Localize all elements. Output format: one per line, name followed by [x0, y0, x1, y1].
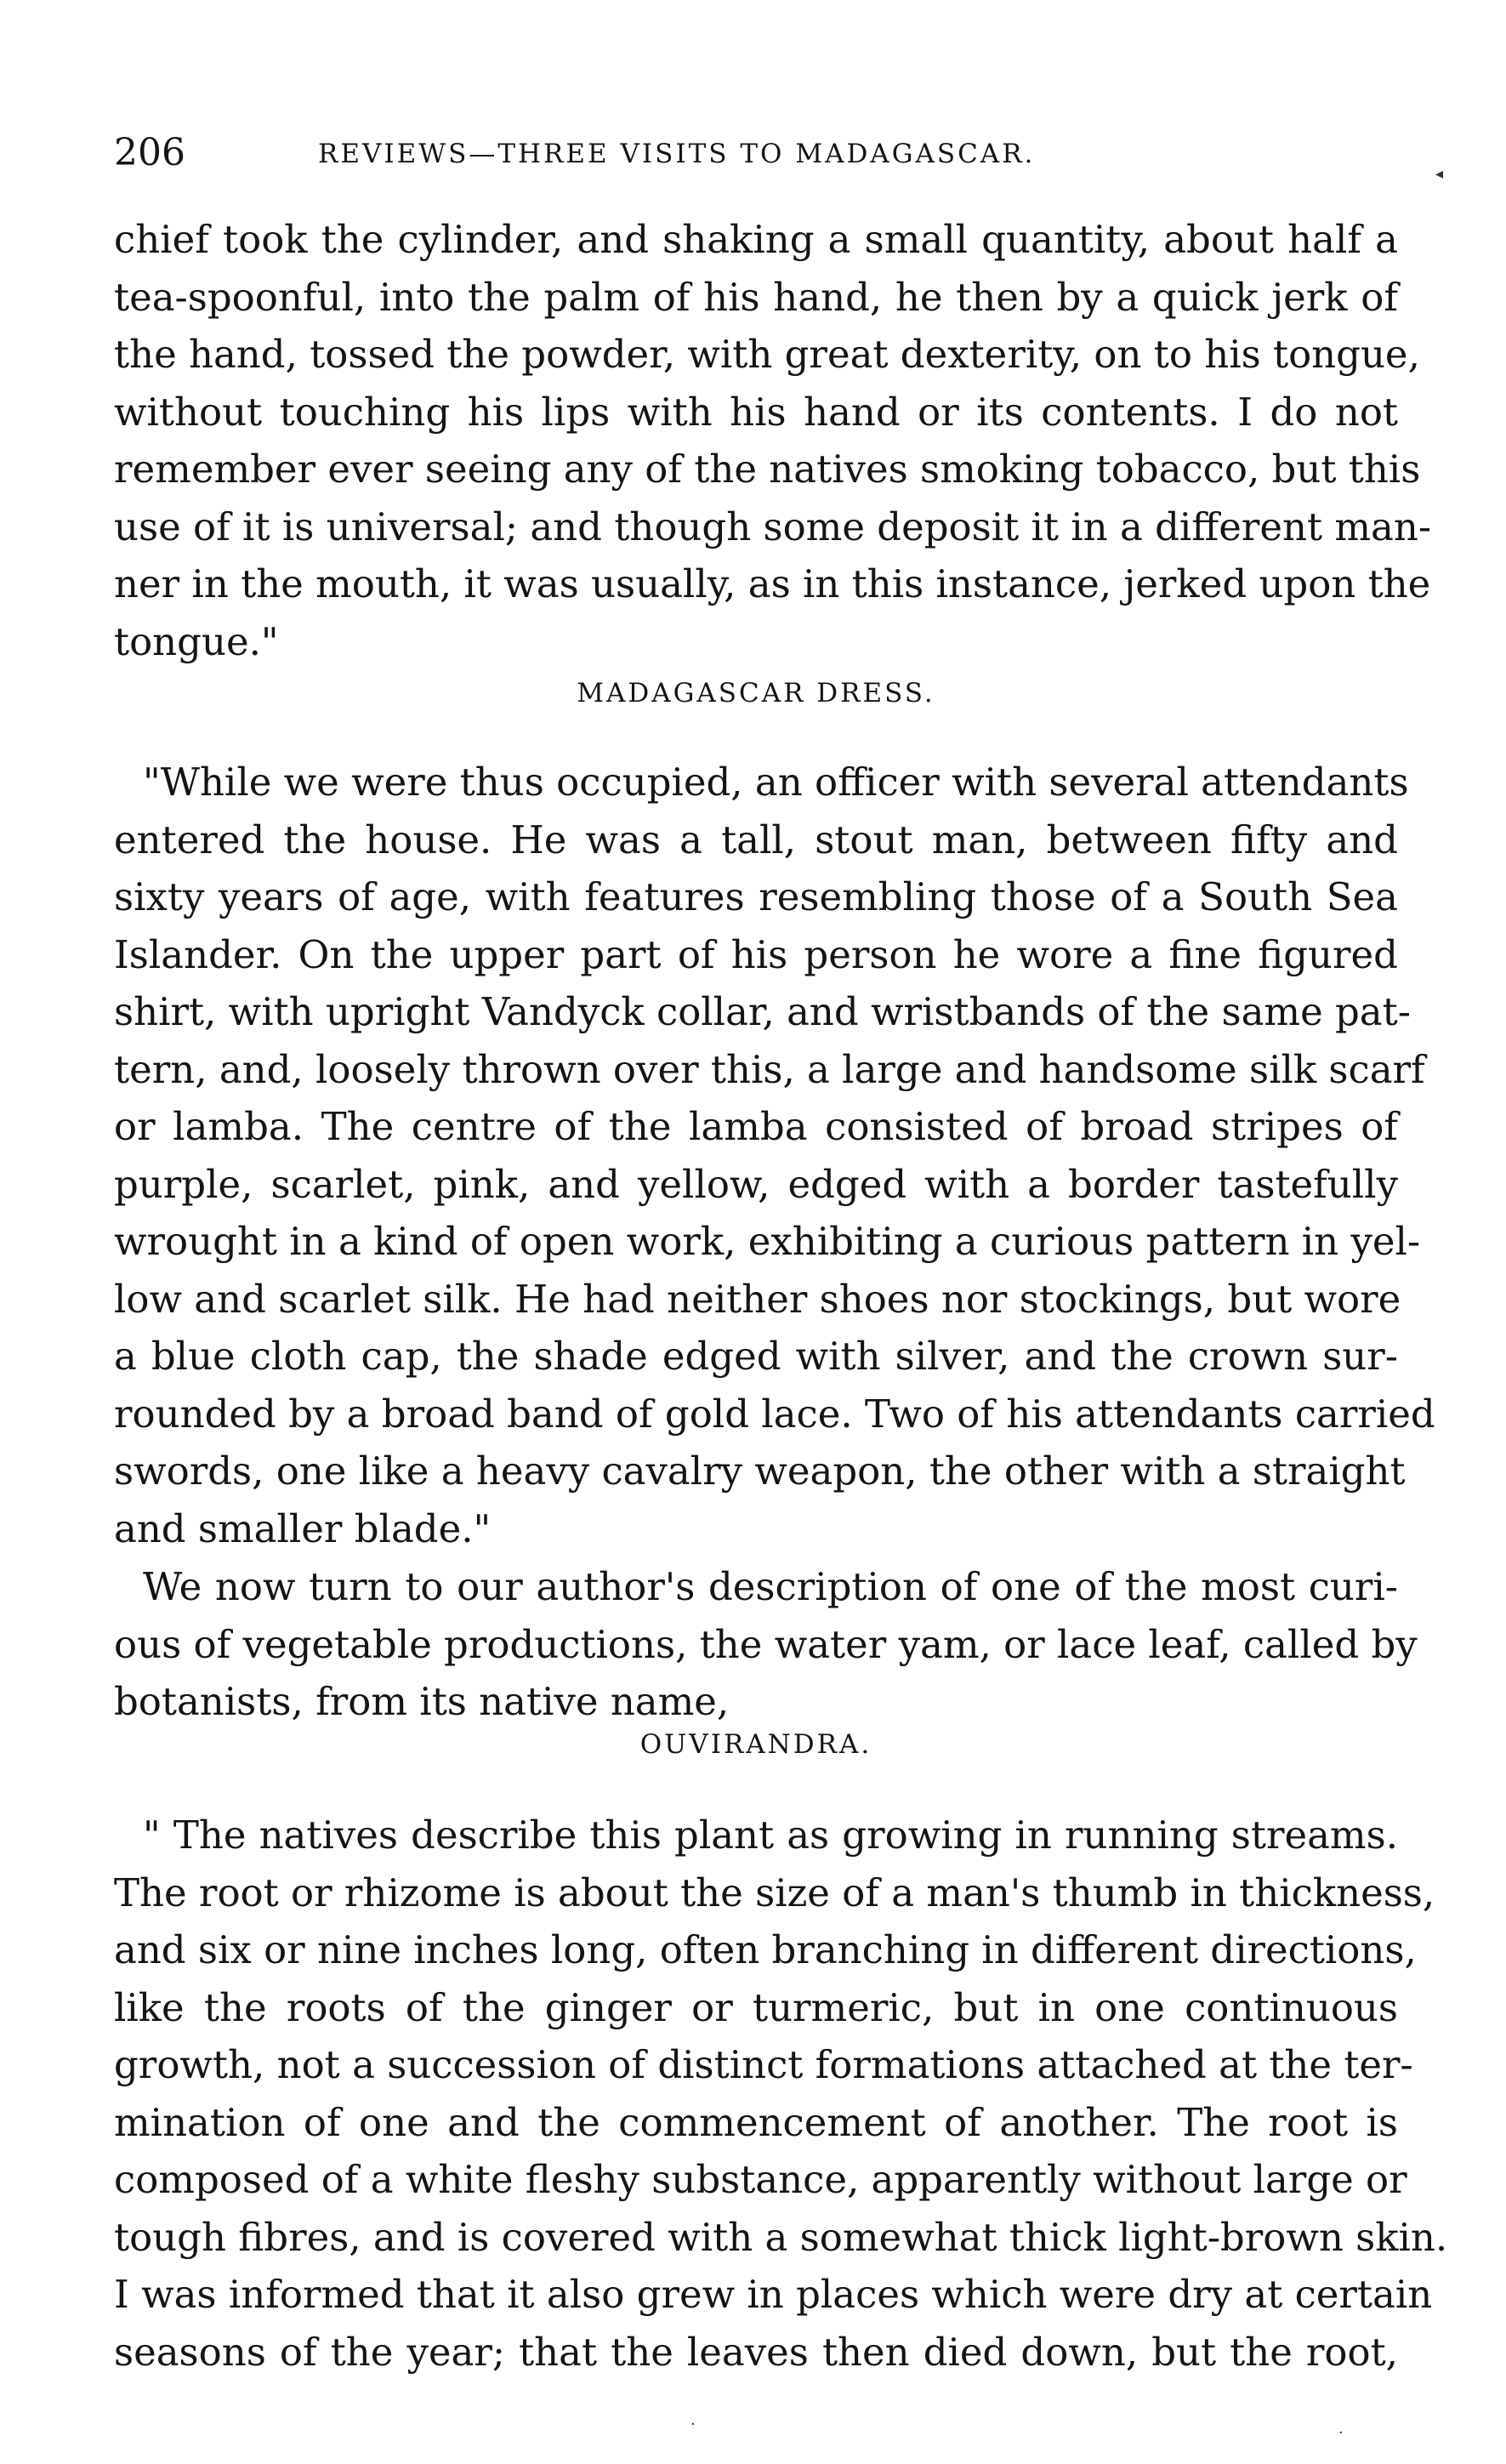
text-line: Islander. On the upper part of his person he wore a fine figured: [114, 931, 1398, 977]
text-line: botanists, from its native name,: [114, 1679, 730, 1724]
text-line: entered the house. He was a tall, stout man, between fifty and: [114, 817, 1398, 862]
text-line: wrought in a kind of open work, exhibiting a curious pattern in yel-: [114, 1219, 1421, 1264]
text-line: tough fibres, and is covered with a somewhat thick light-brown skin.: [114, 2214, 1448, 2260]
print-speck: ◂: [1435, 165, 1444, 183]
text-line: swords, one like a heavy cavalry weapon, the other with a straight: [114, 1448, 1406, 1494]
text-line: composed of a white fleshy substance, apparently without large or: [114, 2157, 1407, 2202]
print-speck: ·: [1338, 2424, 1344, 2442]
text-line: seasons of the year; that the leaves then died down, but the root,: [114, 2329, 1398, 2375]
text-line: use of it is universal; and though some deposit it in a different man-: [114, 504, 1432, 549]
text-line: We now turn to our author's description of one of the most curi-: [143, 1564, 1398, 1609]
text-line: and six or nine inches long, often branching in different directions,: [114, 1927, 1417, 1972]
text-line: mination of one and the commencement of another. The root is: [114, 2099, 1398, 2145]
text-line: tongue.": [114, 618, 279, 664]
tobacco-paragraph: [114, 211, 1432, 670]
ouvirandra-paragraph: [114, 1807, 1448, 2381]
text-line: ner in the mouth, it was usually, as in this instance, jerked upon the: [114, 561, 1431, 606]
text-line: growth, not a succession of distinct formations attached at the ter-: [114, 2042, 1413, 2087]
text-line: low and scarlet silk. He had neither shoes nor stockings, but wore: [114, 1276, 1401, 1322]
text-line: and smaller blade.": [114, 1505, 492, 1551]
text-line: sixty years of age, with features resembling those of a South Sea: [114, 874, 1398, 919]
section-heading-ouvirandra: OUVIRANDRA.: [639, 1729, 872, 1760]
text-line: "While we were thus occupied, an officer with several attendants: [143, 760, 1409, 805]
text-line: ous of vegetable productions, the water yam, or lace leaf, called by: [114, 1621, 1418, 1667]
text-line: The root or rhizome is about the size of a man's thumb in thickness,: [114, 1869, 1435, 1915]
running-head: [114, 128, 1398, 179]
text-line: chief took the cylinder, and shaking a small quantity, about half a: [114, 217, 1398, 262]
text-line: without touching his lips with his hand or its contents. I do not: [114, 389, 1398, 435]
text-line: tern, and, loosely thrown over this, a large and handsome silk scarf: [114, 1046, 1425, 1092]
text-line: tea-spoonful, into the palm of his hand, he then by a quick jerk of: [114, 274, 1398, 320]
text-line: or lamba. The centre of the lamba consisted of broad stripes of: [114, 1104, 1398, 1149]
print-speck: ·: [690, 2416, 696, 2433]
text-line: shirt, with upright Vandyck collar, and wristbands of the same pat-: [114, 989, 1411, 1034]
text-line: the hand, tossed the powder, with great dexterity, on to his tongue,: [114, 332, 1420, 377]
text-line: remember ever seeing any of the natives smoking tobacco, but this: [114, 447, 1421, 492]
text-line: rounded by a broad band of gold lace. Two of his attendants carried: [114, 1391, 1435, 1437]
running-title: REVIEWS—THREE VISITS TO MADAGASCAR.: [318, 139, 1036, 169]
transition-paragraph: [114, 1558, 1418, 1731]
dress-paragraph: [114, 754, 1435, 1557]
text-line: like the roots of the ginger or turmeric, but in one continuous: [114, 1984, 1398, 2030]
page-number: 206: [114, 131, 185, 174]
text-line: a blue cloth cap, the shade edged with silver, and the crown sur-: [114, 1334, 1398, 1379]
section-heading-madagascar-dress: MADAGASCAR DRESS.: [577, 678, 935, 708]
text-line: purple, scarlet, pink, and yellow, edged with a border tastefully: [114, 1161, 1398, 1207]
text-line: " The natives describe this plant as growing in running streams.: [143, 1812, 1398, 1858]
text-line: I was informed that it also grew in places which were dry at certain: [114, 2272, 1433, 2317]
